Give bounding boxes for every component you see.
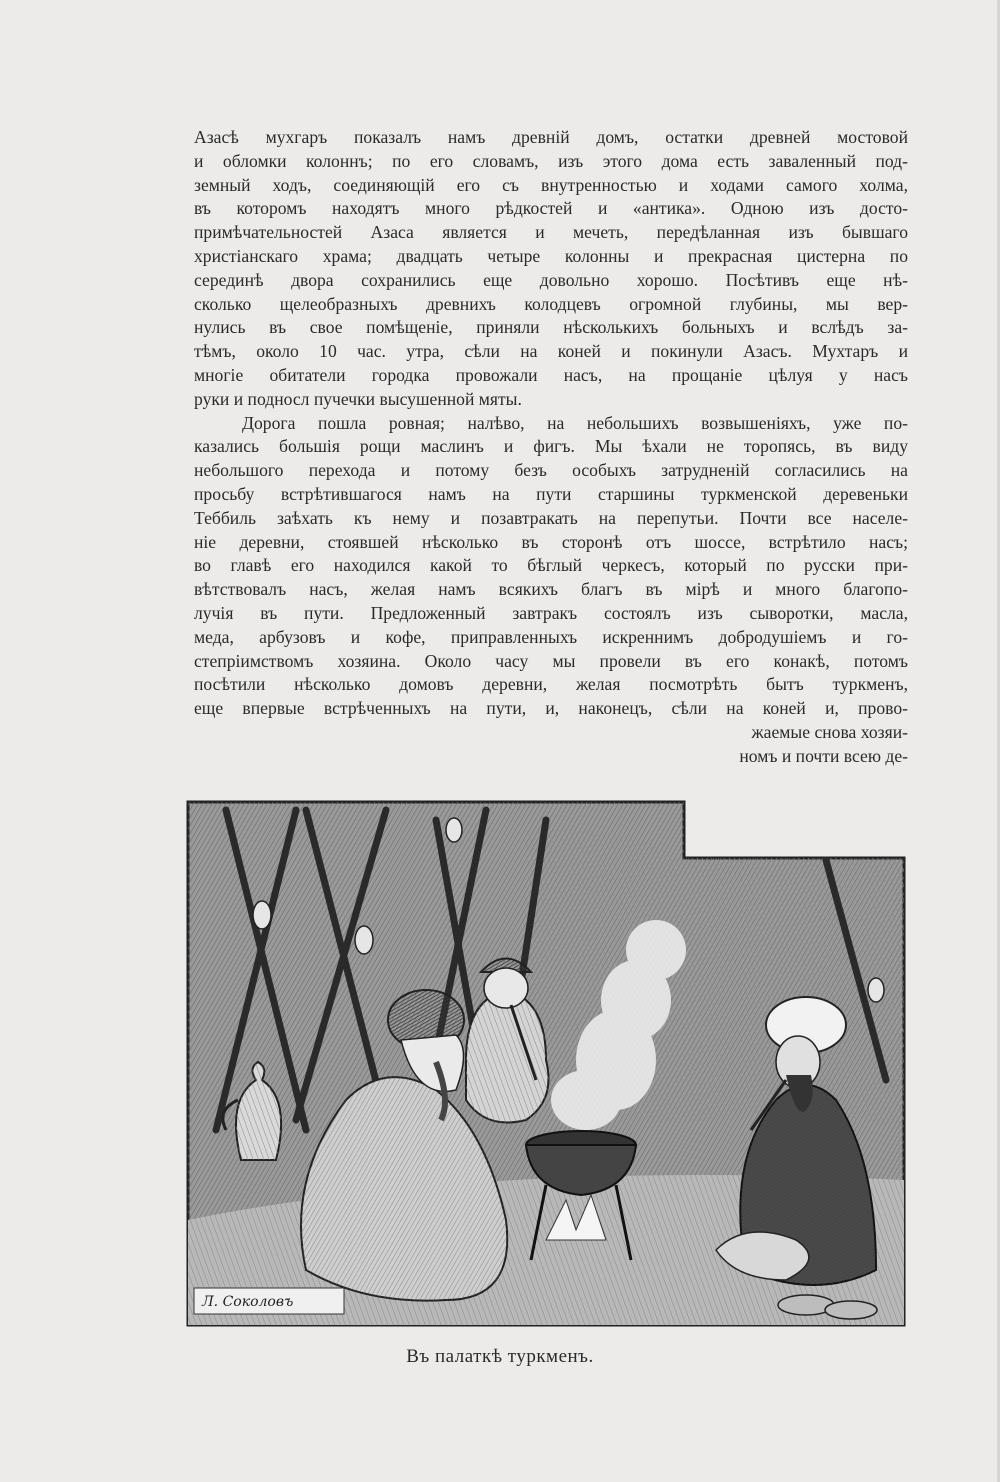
text-line: еще впервые встрѣченныхъ на пути, и, наконецъ, сѣли на коней и, прово-: [194, 698, 908, 719]
text-line: жаемые снова хозяи-: [751, 721, 908, 742]
text-line: степріимствомъ хозяина. Около часу мы провели въ его конакѣ, потомъ: [194, 650, 908, 671]
text-line: лучія въ пути. Предложенный завтракъ состоялъ изъ сыворотки, масла,: [194, 602, 908, 623]
text-line: просьбу встрѣтившагося намъ на пути старшины туркменской деревеньки: [194, 483, 908, 504]
text-line: тѣмъ, около 10 час. утра, сѣли на коней и покинули Азасъ. Мухтаръ и: [194, 341, 908, 362]
body-text: [194, 126, 908, 769]
text-line: серединѣ двора сохранились еще довольно хорошо. Посѣтивъ еще нѣ-: [194, 269, 908, 290]
text-line: вѣтствовалъ насъ, желая намъ всякихъ благъ въ мірѣ и много благопо-: [194, 579, 908, 600]
text-line: нулись въ свое помѣщеніе, приняли нѣсколькихъ больныхъ и вслѣдъ за-: [194, 317, 908, 338]
text-line: посѣтили нѣсколько домовъ деревни, желая посмотрѣть бытъ туркменъ,: [194, 674, 908, 695]
text-line: сколько щелеобразныхъ древнихъ колодцевъ огромной глубины, мы вер-: [194, 293, 908, 314]
text-line: земный ходъ, соединяющій его съ внутренностью и ходами самого холма,: [194, 174, 908, 195]
text-line: ніе деревни, стоявшей нѣсколько въ сторонѣ отъ шоссе, встрѣтило насъ;: [194, 531, 908, 552]
text-line: небольшого перехода и потому безъ особыхъ затрудненій согласились на: [194, 460, 908, 481]
text-line: примѣчательностей Азаса является и мечеть, передѣланная изъ бывшаго: [194, 222, 908, 243]
signature: Л. Соколовъ: [202, 1294, 294, 1310]
engraving-illustration: [186, 800, 908, 1330]
text-line: и обломки колоннъ; по его словамъ, изъ этого дома есть заваленный под-: [194, 150, 908, 171]
text-line: въ которомъ находятъ много рѣдкостей и «антика». Одною изъ досто-: [194, 198, 908, 219]
text-line: руки и подносл пучечки высушенной мяты.: [194, 388, 522, 409]
text-line: многіе обитатели городка провожали насъ, на прощаніе цѣлуя у насъ: [194, 364, 908, 385]
text-line: Азасѣ мухгаръ показалъ намъ древній домъ, остатки древней мостовой: [194, 127, 908, 147]
text-line: казались большія рощи маслинъ и фигъ. Мы ѣхали не торопясь, въ виду: [194, 436, 908, 457]
text-line: Теббиль заѣхать къ нему и позавтракать на перепутьи. Почти все населе-: [194, 507, 908, 528]
figure-caption: Въ палаткѣ туркменъ.: [406, 1346, 594, 1367]
text-line: Дорога пошла ровная; налѣво, на небольшихъ возвышеніяхъ, уже по-: [242, 412, 908, 433]
text-line: во главѣ его находился какой то бѣглый черкесъ, который по русски при-: [194, 555, 908, 576]
text-line: меда, арбузовъ и кофе, приправленныхъ искреннимъ добродушіемъ и го-: [194, 626, 908, 647]
text-line: христіанскаго храма; двадцать четыре колонны и прекрасная цистерна по: [194, 245, 908, 266]
text-line: номъ и почти всею де-: [739, 745, 908, 766]
engraving-icon: [186, 800, 908, 1330]
